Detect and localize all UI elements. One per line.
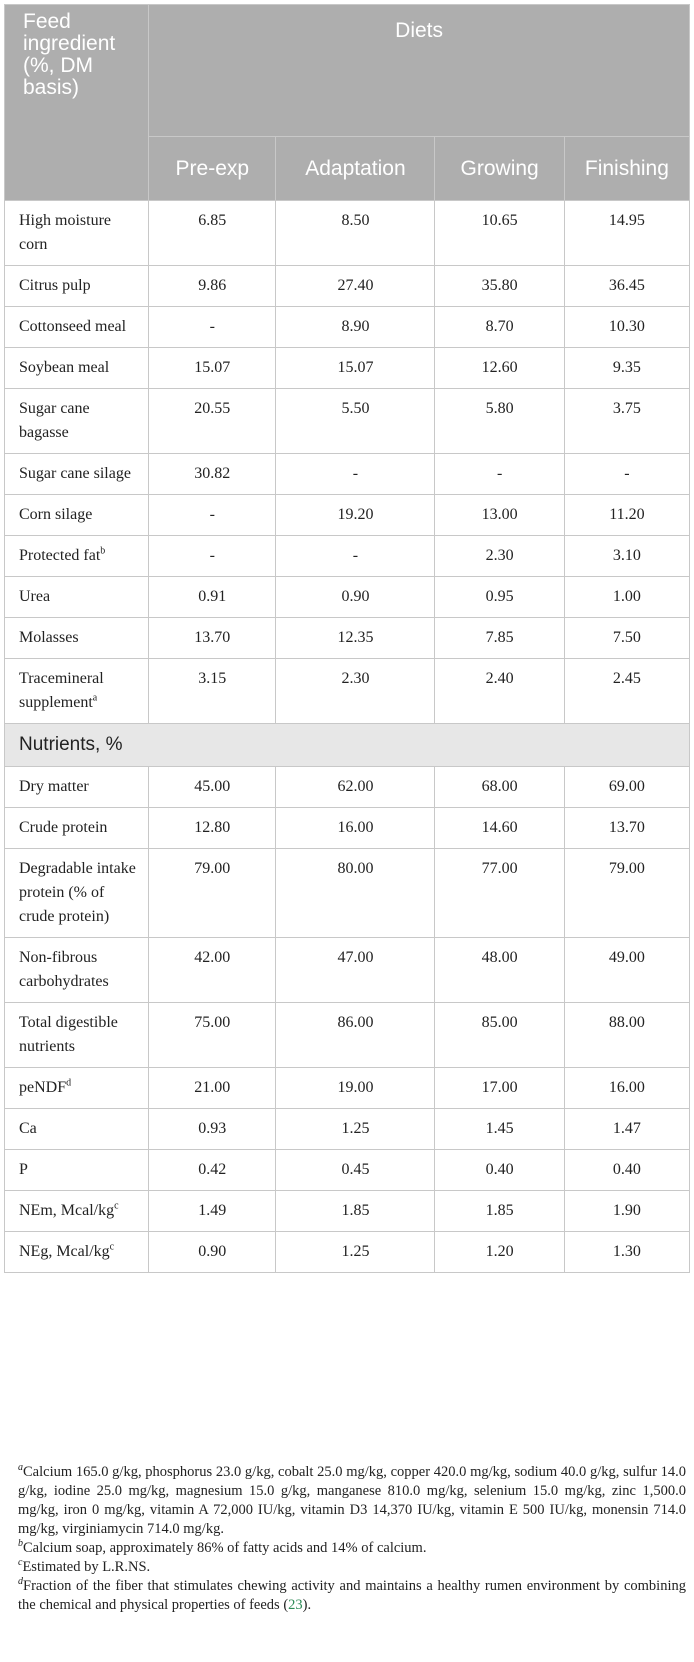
value-cell: 2.30 bbox=[435, 536, 564, 577]
footnote-mark: c bbox=[114, 1200, 119, 1212]
row-label bbox=[5, 577, 149, 618]
ingredient-row bbox=[5, 536, 690, 577]
value-cell: 3.75 bbox=[564, 389, 689, 454]
nutrient-row bbox=[5, 1150, 690, 1191]
nutrient-row bbox=[5, 938, 690, 1003]
row-label-text: Total digestible nutrients bbox=[19, 1014, 118, 1055]
row-label-text: Non-fibrous carbohydrates bbox=[19, 949, 109, 990]
footnote-b bbox=[18, 1539, 686, 1558]
row-label-text: NEm, Mcal/kg bbox=[19, 1202, 115, 1219]
footnote-text: Calcium 165.0 g/kg, phosphorus 23.0 g/kg, cobalt 25.0 mg/kg, copper 420.0 mg/kg, sodium 40.0 g/kg, sulfur 14.0 g/kg, iodine 25.0 mg/kg, magnesium 15.0 g/kg, manganese 810.0 mg/kg, selenium 15.0 mg/kg, zinc 1,500.0 mg/kg, iron 0 mg/kg, vitamin A 72,000 IU/kg, vitamin D3 14,370 IU/kg, vitamin E 500 IU/kg, monensin 714.0 mg/kg, virginiamycin 714.0 mg/kg. bbox=[18, 1464, 686, 1537]
value-cell: - bbox=[276, 454, 435, 495]
value-cell: 36.45 bbox=[564, 266, 689, 307]
row-label-text: Sugar cane silage bbox=[19, 465, 131, 482]
row-label bbox=[5, 618, 149, 659]
nutrient-row bbox=[5, 767, 690, 808]
value-cell: 5.80 bbox=[435, 389, 564, 454]
footnote-c bbox=[18, 1558, 686, 1577]
value-cell: 35.80 bbox=[435, 266, 564, 307]
value-cell: 17.00 bbox=[435, 1068, 564, 1109]
value-cell: 88.00 bbox=[564, 1003, 689, 1068]
footnote-marker: a bbox=[18, 1462, 23, 1474]
value-cell: 0.91 bbox=[149, 577, 276, 618]
value-cell: 75.00 bbox=[149, 1003, 276, 1068]
ingredient-row bbox=[5, 389, 690, 454]
footnote-marker: d bbox=[18, 1576, 23, 1588]
row-label bbox=[5, 201, 149, 266]
value-cell: 47.00 bbox=[276, 938, 435, 1003]
footnotes bbox=[18, 1463, 686, 1615]
table-header bbox=[5, 5, 690, 201]
row-label-text: Protected fat bbox=[19, 547, 101, 564]
row-label bbox=[5, 1003, 149, 1068]
nutrient-row bbox=[5, 1232, 690, 1273]
value-cell: - bbox=[149, 495, 276, 536]
row-label bbox=[5, 849, 149, 938]
value-cell: 1.25 bbox=[276, 1232, 435, 1273]
nutrient-row bbox=[5, 1068, 690, 1109]
value-cell: 7.50 bbox=[564, 618, 689, 659]
value-cell: 1.85 bbox=[276, 1191, 435, 1232]
value-cell: 77.00 bbox=[435, 849, 564, 938]
row-label bbox=[5, 495, 149, 536]
value-cell: 5.50 bbox=[276, 389, 435, 454]
value-cell: 7.85 bbox=[435, 618, 564, 659]
value-cell: 2.40 bbox=[435, 659, 564, 724]
corner-header: Feed ingredient (%, DM basis) bbox=[5, 5, 149, 201]
footnote-text-tail: ). bbox=[302, 1597, 312, 1613]
value-cell: 20.55 bbox=[149, 389, 276, 454]
value-cell: 12.80 bbox=[149, 808, 276, 849]
value-cell: 8.50 bbox=[276, 201, 435, 266]
value-cell: 80.00 bbox=[276, 849, 435, 938]
value-cell: 1.00 bbox=[564, 577, 689, 618]
value-cell: 79.00 bbox=[564, 849, 689, 938]
ingredient-row bbox=[5, 454, 690, 495]
value-cell: 14.95 bbox=[564, 201, 689, 266]
value-cell: 9.86 bbox=[149, 266, 276, 307]
value-cell: 30.82 bbox=[149, 454, 276, 495]
value-cell: 13.00 bbox=[435, 495, 564, 536]
value-cell: 2.30 bbox=[276, 659, 435, 724]
row-label-text: P bbox=[19, 1161, 28, 1178]
value-cell: 8.70 bbox=[435, 307, 564, 348]
footnote-marker: c bbox=[18, 1557, 23, 1569]
section-row bbox=[5, 724, 690, 767]
footnote-text: Calcium soap, approximately 86% of fatty acids and 14% of calcium. bbox=[23, 1540, 427, 1556]
value-cell: 62.00 bbox=[276, 767, 435, 808]
ingredient-row bbox=[5, 659, 690, 724]
value-cell: 0.40 bbox=[564, 1150, 689, 1191]
value-cell: 1.47 bbox=[564, 1109, 689, 1150]
value-cell: 1.90 bbox=[564, 1191, 689, 1232]
value-cell: 8.90 bbox=[276, 307, 435, 348]
value-cell: - bbox=[435, 454, 564, 495]
value-cell: 27.40 bbox=[276, 266, 435, 307]
value-cell: 0.95 bbox=[435, 577, 564, 618]
value-cell: 0.45 bbox=[276, 1150, 435, 1191]
row-label-text: High moisture corn bbox=[19, 212, 111, 253]
column-header-pre-exp: Pre-exp bbox=[149, 137, 276, 201]
row-label-text: Soybean meal bbox=[19, 359, 110, 376]
row-label bbox=[5, 536, 149, 577]
nutrient-row bbox=[5, 849, 690, 938]
value-cell: 10.30 bbox=[564, 307, 689, 348]
value-cell: 19.00 bbox=[276, 1068, 435, 1109]
footnote-mark: a bbox=[92, 692, 98, 704]
value-cell: 15.07 bbox=[276, 348, 435, 389]
nutrients-body bbox=[5, 767, 690, 1273]
column-header-growing: Growing bbox=[435, 137, 564, 201]
footnote-mark: b bbox=[100, 545, 106, 557]
nutrients-heading: Nutrients, % bbox=[5, 724, 690, 767]
value-cell: 0.93 bbox=[149, 1109, 276, 1150]
ingredient-row bbox=[5, 307, 690, 348]
row-label-text: Cottonseed meal bbox=[19, 318, 127, 335]
ingredient-row bbox=[5, 201, 690, 266]
value-cell: 13.70 bbox=[564, 808, 689, 849]
value-cell: 86.00 bbox=[276, 1003, 435, 1068]
row-label bbox=[5, 808, 149, 849]
row-label-text: Urea bbox=[19, 588, 51, 605]
value-cell: 10.65 bbox=[435, 201, 564, 266]
row-label-text: Citrus pulp bbox=[19, 277, 91, 294]
value-cell: 1.25 bbox=[276, 1109, 435, 1150]
row-label-text: peNDF bbox=[19, 1079, 67, 1096]
value-cell: 16.00 bbox=[564, 1068, 689, 1109]
ingredients-body bbox=[5, 201, 690, 724]
ingredient-row bbox=[5, 495, 690, 536]
value-cell: 13.70 bbox=[149, 618, 276, 659]
row-label bbox=[5, 767, 149, 808]
reference-link[interactable]: 23 bbox=[288, 1597, 303, 1613]
row-label bbox=[5, 454, 149, 495]
row-label bbox=[5, 1191, 149, 1232]
row-label-text: Ca bbox=[19, 1120, 37, 1137]
value-cell: 15.07 bbox=[149, 348, 276, 389]
value-cell: 11.20 bbox=[564, 495, 689, 536]
row-label bbox=[5, 266, 149, 307]
value-cell: 0.90 bbox=[276, 577, 435, 618]
nutrient-row bbox=[5, 808, 690, 849]
value-cell: 48.00 bbox=[435, 938, 564, 1003]
value-cell: 12.35 bbox=[276, 618, 435, 659]
nutrient-row bbox=[5, 1191, 690, 1232]
value-cell: 1.20 bbox=[435, 1232, 564, 1273]
footnote-text: Fraction of the fiber that stimulates chewing activity and maintains a healthy rumen environment by combining the chemical and physical properties of feeds ( bbox=[18, 1578, 686, 1613]
row-label bbox=[5, 1232, 149, 1273]
value-cell: 21.00 bbox=[149, 1068, 276, 1109]
nutrients-section bbox=[5, 724, 690, 767]
row-label bbox=[5, 1068, 149, 1109]
value-cell: 45.00 bbox=[149, 767, 276, 808]
footnote-marker: b bbox=[18, 1538, 23, 1550]
footnote-text: Estimated by L.R.NS. bbox=[22, 1559, 151, 1575]
nutrient-row bbox=[5, 1109, 690, 1150]
value-cell: 0.42 bbox=[149, 1150, 276, 1191]
column-header-finishing: Finishing bbox=[564, 137, 689, 201]
row-label-text: Molasses bbox=[19, 629, 79, 646]
ingredient-row bbox=[5, 266, 690, 307]
diets-header: Diets bbox=[149, 5, 690, 137]
value-cell: 68.00 bbox=[435, 767, 564, 808]
value-cell: 42.00 bbox=[149, 938, 276, 1003]
ingredient-row bbox=[5, 577, 690, 618]
footnote-mark: d bbox=[66, 1077, 72, 1089]
row-label bbox=[5, 659, 149, 724]
row-label-text: NEg, Mcal/kg bbox=[19, 1243, 110, 1260]
value-cell: 1.45 bbox=[435, 1109, 564, 1150]
value-cell: - bbox=[276, 536, 435, 577]
row-label bbox=[5, 938, 149, 1003]
row-label bbox=[5, 389, 149, 454]
row-label-text: Corn silage bbox=[19, 506, 93, 523]
value-cell: 3.10 bbox=[564, 536, 689, 577]
value-cell: - bbox=[149, 536, 276, 577]
value-cell: 14.60 bbox=[435, 808, 564, 849]
nutrient-row bbox=[5, 1003, 690, 1068]
value-cell: 0.90 bbox=[149, 1232, 276, 1273]
ingredient-row bbox=[5, 618, 690, 659]
ingredient-row bbox=[5, 348, 690, 389]
row-label-text: Sugar cane bagasse bbox=[19, 400, 90, 441]
row-label-text: Tracemineral supplement bbox=[19, 670, 104, 711]
value-cell: 12.60 bbox=[435, 348, 564, 389]
row-label bbox=[5, 307, 149, 348]
value-cell: 85.00 bbox=[435, 1003, 564, 1068]
value-cell: 16.00 bbox=[276, 808, 435, 849]
row-label bbox=[5, 1150, 149, 1191]
row-label-text: Degradable intake protein (% of crude protein) bbox=[19, 860, 136, 925]
diet-composition-table bbox=[4, 4, 690, 1273]
value-cell: 1.85 bbox=[435, 1191, 564, 1232]
row-label-text: Dry matter bbox=[19, 778, 89, 795]
row-label bbox=[5, 1109, 149, 1150]
column-header-adaptation: Adaptation bbox=[276, 137, 435, 201]
value-cell: 49.00 bbox=[564, 938, 689, 1003]
value-cell: 2.45 bbox=[564, 659, 689, 724]
value-cell: 6.85 bbox=[149, 201, 276, 266]
value-cell: 1.30 bbox=[564, 1232, 689, 1273]
value-cell: 69.00 bbox=[564, 767, 689, 808]
row-label bbox=[5, 348, 149, 389]
value-cell: 3.15 bbox=[149, 659, 276, 724]
value-cell: 0.40 bbox=[435, 1150, 564, 1191]
value-cell: 79.00 bbox=[149, 849, 276, 938]
value-cell: 1.49 bbox=[149, 1191, 276, 1232]
footnote-d bbox=[18, 1577, 686, 1615]
value-cell: - bbox=[149, 307, 276, 348]
footnote-a bbox=[18, 1463, 686, 1539]
value-cell: 9.35 bbox=[564, 348, 689, 389]
footnote-mark: c bbox=[109, 1241, 115, 1253]
value-cell: 19.20 bbox=[276, 495, 435, 536]
row-label-text: Crude protein bbox=[19, 819, 108, 836]
value-cell: - bbox=[564, 454, 689, 495]
